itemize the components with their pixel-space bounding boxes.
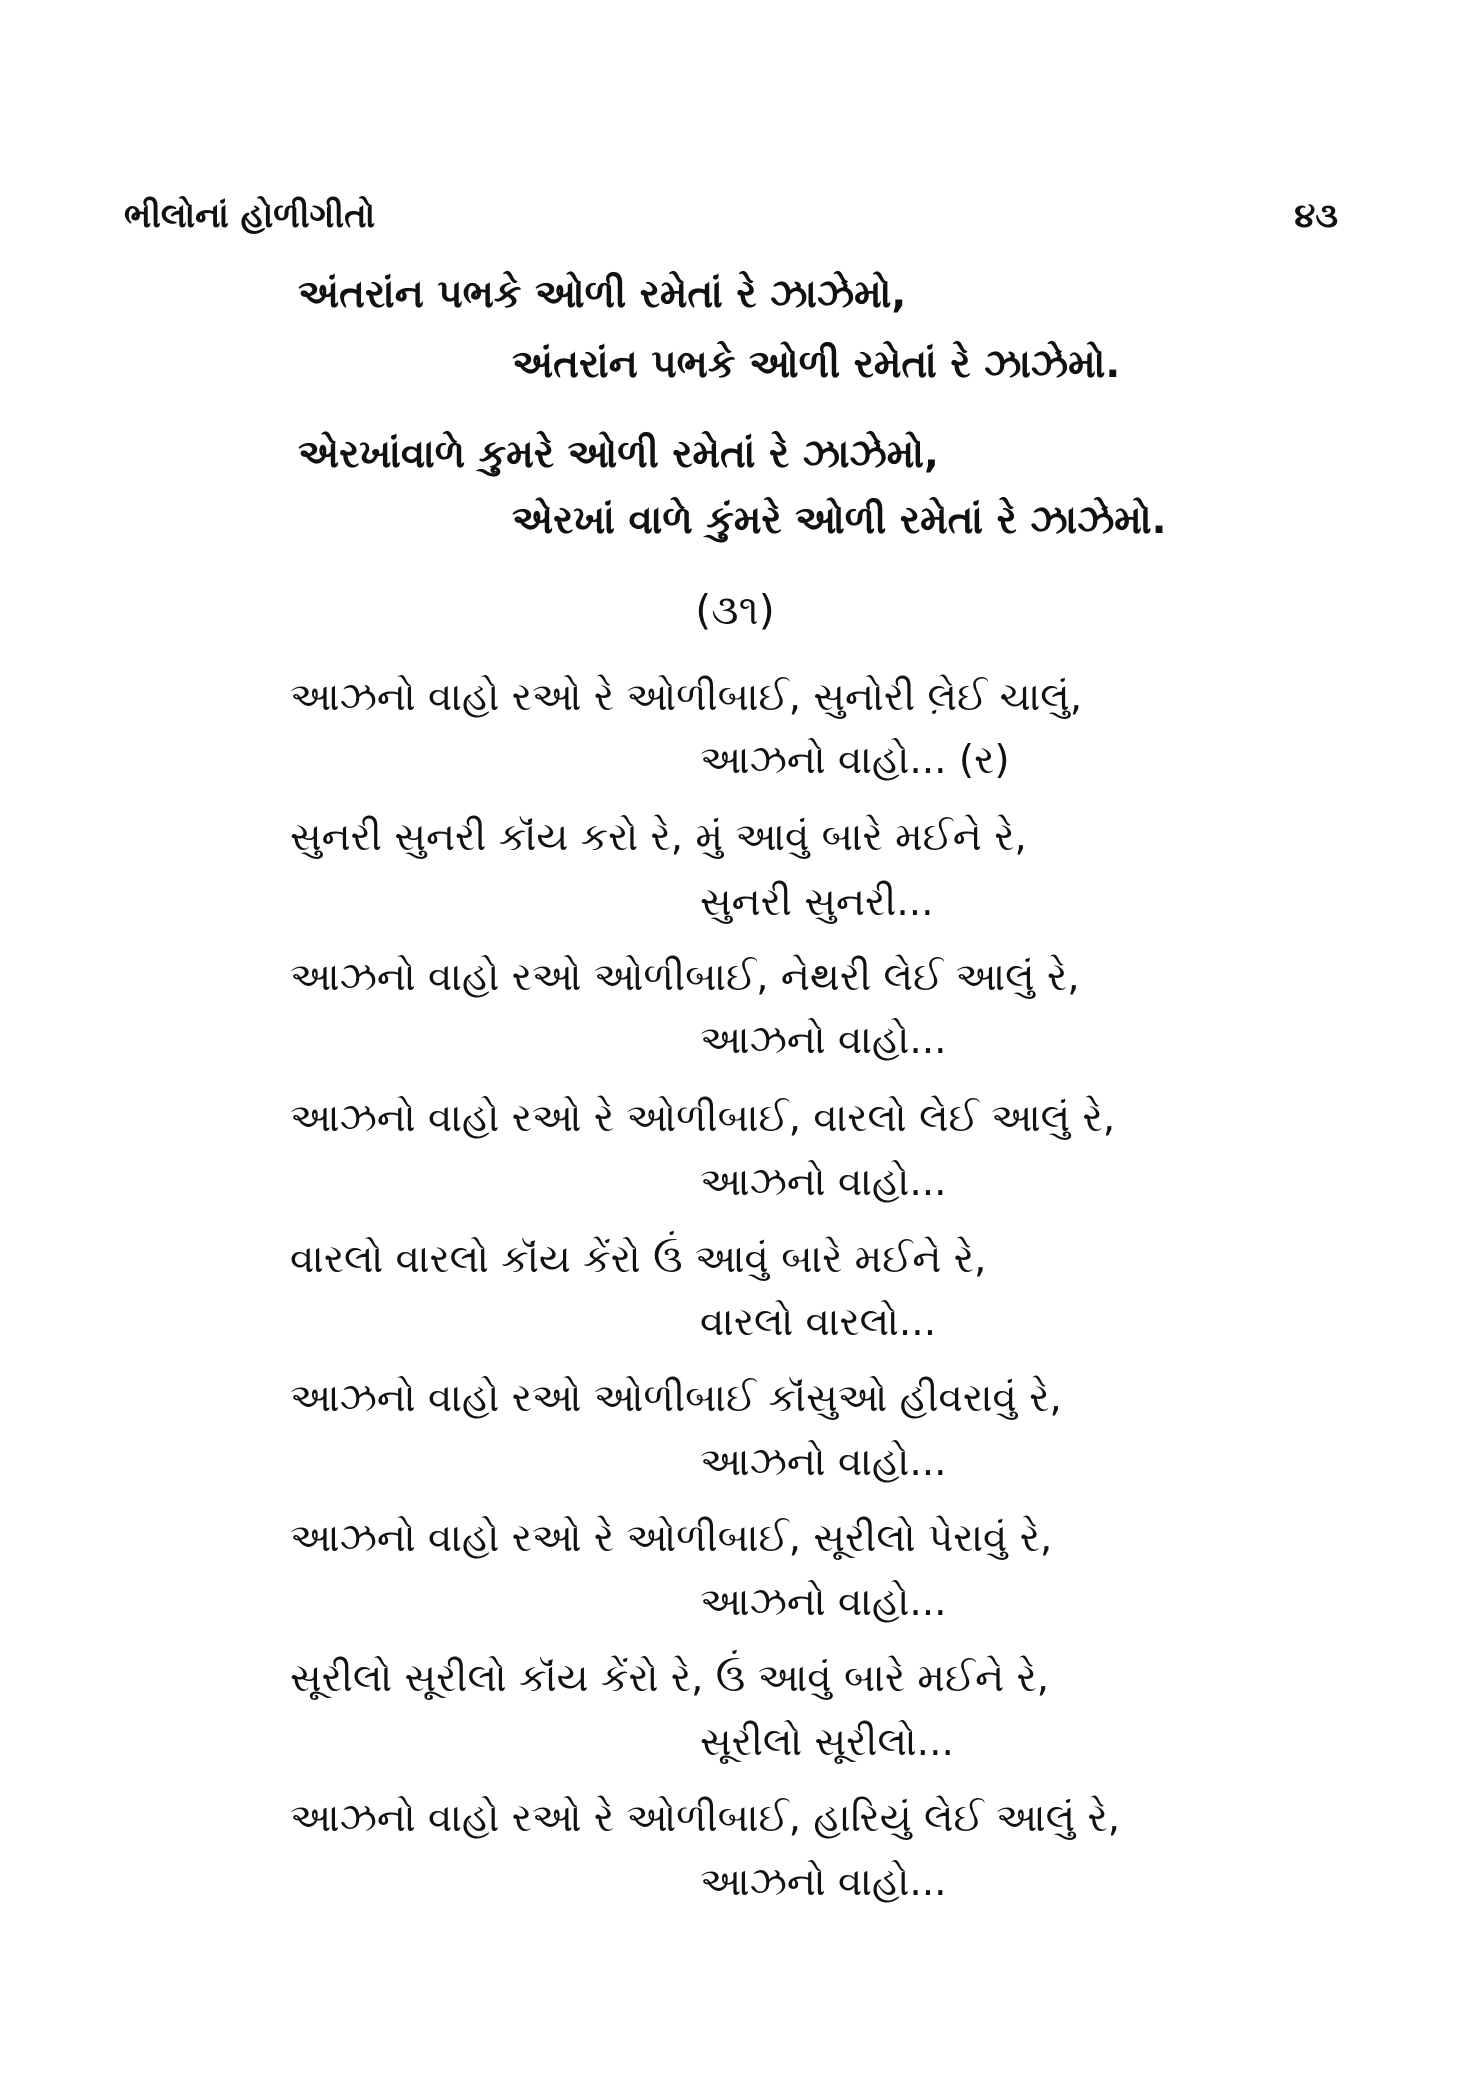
verse-refrain-line: અંતરાંન પભકે ઓળી રમેતાં રે ઝાઝેમો. [512,342,1121,387]
song-number: (૩૧) [695,586,775,634]
verse-refrain-line: આઝનો વાહો... [700,1440,947,1485]
verse-refrain-line: આઝનો વાહો... [700,1580,947,1625]
verse-line: આઝનો વાહો રઓ ઓળીબાઈ કૉંસુઓ હીવરાવું રે, [290,1376,1062,1421]
verse-line: સૂરીલો સૂરીલો કૉંય કેંરો રે, ઉં આવું બારે મઈને રે, [290,1656,1050,1701]
verse-line: એરખાંવાળે કુમરે ઓળી રમેતાં રે ઝાઝેમો, [298,432,939,477]
verse-refrain-line: આઝનો વાહો... [700,1160,947,1205]
verse-refrain-line: વારલો વારલો... [700,1300,937,1345]
verse-refrain-line: આઝનો વાહો... [700,1860,947,1905]
verse-refrain-line: એરખાં વાળે કુંમરે ઓળી રમેતાં રે ઝાઝેમો. [512,498,1167,543]
verse-refrain-line: સૂરીલો સૂરીલો... [700,1720,954,1765]
verse-line: આઝનો વાહો રઓ રે ઓળીબાઈ, સુનોરી લ઼ેઈ ચાલું, [290,675,1083,720]
verse-line: આઝનો વાહો રઓ રે ઓળીબાઈ, સૂરીલો પેરાવું રે, [290,1516,1053,1561]
verse-line: વારલો વારલો કૉંય કેંરો ઉં આવું બારે મઈને રે, [290,1237,987,1282]
verse-line: સુનરી સુનરી કૉંય કરો રે, મું આવું બારે મઈને રે, [290,815,1027,860]
running-title: ભીલોનાં હોળીગીતો [124,196,376,236]
verse-line: અંતરાંન પભકે ઓળી રમેતાં રે ઝાઝેમો, [298,272,907,317]
page-number: ૪૩ [1294,196,1338,236]
verse-line: આઝનો વાહો રઓ ઓળીબાઈ, નેથરી લેઈ આલું રે, [290,955,1080,1000]
verse-refrain-line: આઝનો વાહો... [700,1018,947,1063]
verse-line: આઝનો વાહો રઓ રે ઓળીબાઈ, વારલો લેઈ આલું રે, [290,1096,1116,1141]
verse-refrain-line: સુનરી સુનરી... [700,880,934,925]
verse-line: આઝનો વાહો રઓ રે ઓળીબાઈ, હારિયું લેઈ આલું રે, [290,1796,1121,1841]
verse-refrain-line: આઝનો વાહો... (ર) [700,738,1010,783]
